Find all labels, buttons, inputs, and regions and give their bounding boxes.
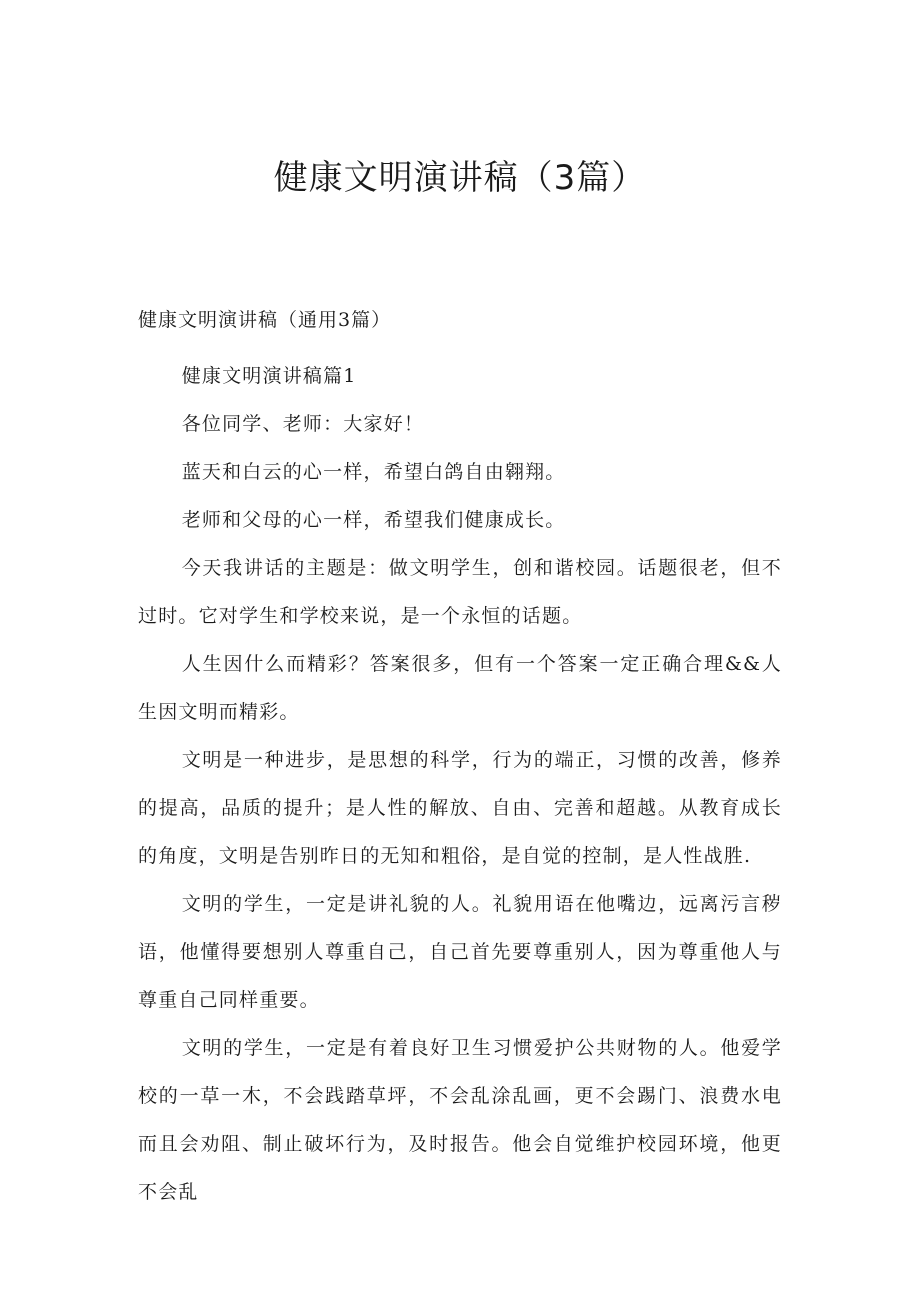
section-heading: 健康文明演讲稿篇1 [181, 365, 357, 387]
paragraph: 今天我讲话的主题是：做文明学生，创和谐校园。话题很老，但不过时。它对学生和学校来说，是一个永恒的话题。 [138, 557, 782, 627]
document-subtitle: 健康文明演讲稿（通用3篇） [138, 309, 392, 331]
paragraph: 各位同学、老师：大家好！ [181, 413, 425, 435]
document-title: 健康文明演讲稿（3篇） [273, 158, 647, 198]
paragraph: 蓝天和白云的心一样，希望白鸽自由翱翔。 [181, 461, 566, 483]
paragraph: 文明的学生，一定是有着良好卫生习惯爱护公共财物的人。他爱学校的一草一木，不会践踏草坪，不会乱涂乱画，更不会踢门、浪费水电而且会劝阻、制止破坏行为，及时报告。他会自觉维护校园环境，他更不会乱 [138, 1037, 782, 1203]
document-body [138, 352, 782, 1216]
paragraph: 人生因什么而精彩？答案很多，但有一个答案一定正确合理&&人生因文明而精彩。 [138, 653, 782, 723]
paragraph: 文明是一种进步，是思想的科学，行为的端正，习惯的改善，修养的提高，品质的提升；是人性的解放、自由、完善和超越。从教育成长的角度，文明是告别昨日的无知和粗俗，是自觉的控制，是人性战胜. [138, 749, 782, 867]
paragraph: 老师和父母的心一样，希望我们健康成长。 [181, 509, 566, 531]
paragraph: 文明的学生，一定是讲礼貌的人。礼貌用语在他嘴边，远离污言秽语，他懂得要想别人尊重自己，自己首先要尊重别人，因为尊重他人与尊重自己同样重要。 [138, 893, 782, 1011]
